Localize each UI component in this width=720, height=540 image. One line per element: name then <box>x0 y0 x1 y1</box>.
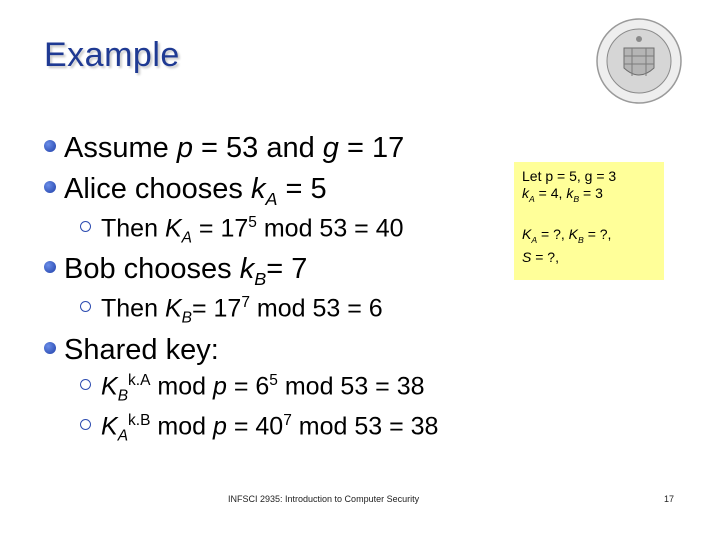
note-line-params: Let p = 5, g = 3 <box>522 168 617 184</box>
sub-bullet-bob-key: Then $K_B= 17^7$ mod 53 = 6 <box>80 294 383 327</box>
sub-bullet-ring-icon <box>80 301 91 312</box>
slide-number: 17 <box>664 494 675 504</box>
exercise-note-box <box>514 162 664 280</box>
bullet-dot-icon <box>44 342 56 354</box>
footer-course-title: INFSCI 2935: Introduction to Computer Security <box>228 494 420 504</box>
bullet-bob: Bob chooses $k_B= 7$ <box>44 253 307 290</box>
note-line-public-keys: $K_A$ = ?, $K_B$ = ?, <box>522 225 612 245</box>
note-line-shared-secret: S = ?, <box>522 248 559 265</box>
slide-title: Example <box>44 36 180 74</box>
bullet-dot-icon <box>44 181 56 193</box>
bullet-assume: Assume p = 53 and g = 17 <box>44 132 404 165</box>
bullet-shared-key: Shared key: <box>44 334 219 367</box>
note-line-private-keys: $k_A = 4$, $k_B = 3$ <box>522 185 603 204</box>
bullet-alice: Alice chooses $k_A = 5$ <box>44 173 327 210</box>
bullet-dot-icon <box>44 140 56 152</box>
sub-bullet-ring-icon <box>80 379 91 390</box>
bullet-dot-icon <box>44 261 56 273</box>
sub-bullet-shared-a: $K_A^{k.B}$ mod $p = 40^7$ mod 53 = 38 <box>80 412 438 445</box>
sub-bullet-alice-key: Then $K_A = 17^5$ mod 53 = 40 <box>80 214 404 247</box>
university-seal-logo <box>596 18 682 104</box>
sub-bullet-shared-b: $K_B^{k.A}$ mod $p = 6^5$ mod 53 = 38 <box>80 372 425 405</box>
sub-bullet-ring-icon <box>80 221 91 232</box>
sub-bullet-ring-icon <box>80 419 91 430</box>
